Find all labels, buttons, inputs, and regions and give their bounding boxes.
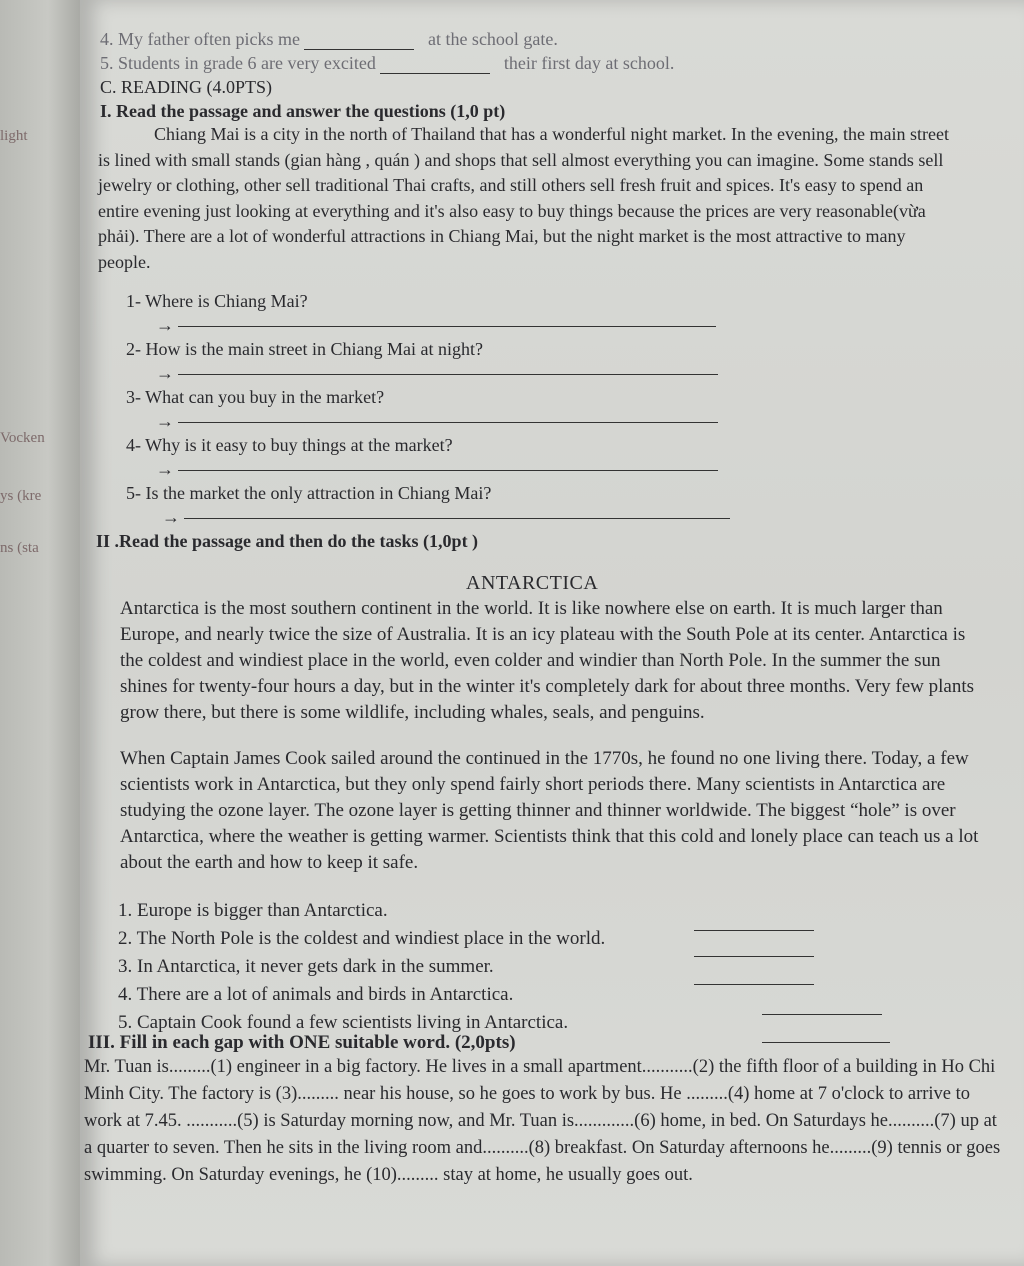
antarctica-paragraph-2: When Captain James Cook sailed around the continued in the 1770s, he found no one living there. Today, a few scientists work in Antarctica, but they only spend fairly short periods there. Many scientists in Antarctica are studying the ozone layer. The ozone layer is getting thinner and thinner worldwide. The biggest “hole” is over Antarctica, where the weather is getting warmer. Scientists think that this cold and lonely place can teach us a lot about the earth and how to keep it safe. bbox=[120, 748, 979, 873]
margin-fragment: light bbox=[0, 128, 28, 144]
part3-instruction: III. Fill in each gap with ONE suitable word. (2,0pts) bbox=[88, 1032, 516, 1053]
margin-fragment: Vocken bbox=[0, 430, 45, 446]
adjacent-page-edge bbox=[0, 0, 80, 1266]
statement-2: 2. The North Pole is the coldest and windiest place in the world. bbox=[118, 928, 606, 949]
reading-heading: C. READING (4.0PTS) bbox=[100, 77, 273, 97]
question-5: 5- Is the market the only attraction in Chiang Mai? bbox=[126, 483, 492, 503]
statement-4: 4. There are a lot of animals and birds in Antarctica. bbox=[118, 984, 514, 1005]
arrow-icon: → bbox=[156, 411, 174, 431]
statement-1: 1. Europe is bigger than Antarctica. bbox=[118, 900, 388, 921]
arrow-icon: → bbox=[162, 507, 180, 527]
part2-instruction: II .Read the passage and then do the tasks (1,0pt ) bbox=[96, 531, 479, 551]
arrow-icon: → bbox=[156, 315, 174, 335]
cloze-passage: Mr. Tuan is.........(1) engineer in a big factory. He lives in a small apartment...........(2) the fifth floor of a building in Ho Chi Minh City. The factory is (3)......... near his house, so he goes to work by bus. He .........(4) home at 7 o'clock to arrive to work at 7.45. ...........(5) is Saturday morning now, and Mr. Tuan is.............(6) home, in bed. On Saturdays he..........(7) up at a quarter to seven. Then he sits in the living room and..........(8) breakfast. On Saturday afternoons he.........(9) tennis or goes swimming. On Saturday evenings, he (10)......... stay at home, he usually goes out. bbox=[84, 1057, 1001, 1185]
sentence-5: 5. Students in grade 6 are very excited their first day at school. bbox=[100, 53, 675, 73]
tf-answer-line-2[interactable] bbox=[694, 956, 814, 957]
part1-instruction: I. Read the passage and answer the questions (1,0 pt) bbox=[100, 101, 506, 121]
answer-line-2[interactable] bbox=[178, 374, 718, 375]
answer-line-1[interactable] bbox=[178, 326, 716, 327]
answer-line-4[interactable] bbox=[178, 470, 718, 471]
antarctica-paragraph-1: Antarctica is the most southern continent in the world. It is like nowhere else on earth. It is much larger than Europe, and nearly twice the size of Australia. It is an icy plateau with the South Pole at its center. Antarctica is the coldest and windiest place in the world, even colder and windier than North Pole. In the summer the sun shines for twenty-four hours a day, but in the winter it's completely dark for about three months. Very few plants grow there, but there is some wildlife, including whales, seals, and penguins. bbox=[120, 598, 974, 723]
question-1: 1- Where is Chiang Mai? bbox=[126, 291, 308, 311]
sentence-4: 4. My father often picks me at the school gate. bbox=[100, 29, 558, 49]
question-2: 2- How is the main street in Chiang Mai at night? bbox=[126, 339, 483, 359]
statement-5: 5. Captain Cook found a few scientists living in Antarctica. bbox=[118, 1012, 569, 1033]
antarctica-title: ANTARCTICA bbox=[466, 572, 599, 594]
tf-answer-line-4[interactable] bbox=[762, 1014, 882, 1015]
arrow-icon: → bbox=[156, 363, 174, 383]
tf-answer-line-1[interactable] bbox=[694, 930, 814, 931]
question-4: 4- Why is it easy to buy things at the market? bbox=[126, 435, 453, 455]
margin-fragment: ns (sta bbox=[0, 540, 39, 556]
chiang-mai-passage: Chiang Mai is a city in the north of Thailand that has a wonderful night market. In the evening, the main street is lined with small stands (gian hàng , quán ) and shops that sell almost everything you can imagine. Some stands sell jewelry or clothing, other sell traditional Thai crafts, and still others sell fresh fruit and spices. It's easy to spend an entire evening just looking at everything and it's also easy to buy things because the prices are very reasonable(vừa phải). There are a lot of wonderful attractions in Chiang Mai, but the night market is the most attractive to many people. bbox=[98, 124, 949, 272]
arrow-icon: → bbox=[156, 459, 174, 479]
statement-3: 3. In Antarctica, it never gets dark in the summer. bbox=[118, 956, 494, 977]
tf-answer-line-5[interactable] bbox=[762, 1042, 890, 1043]
tf-answer-line-3[interactable] bbox=[694, 984, 814, 985]
answer-line-3[interactable] bbox=[178, 422, 718, 423]
worksheet-page bbox=[80, 0, 1024, 1266]
answer-line-5[interactable] bbox=[184, 518, 730, 519]
margin-fragment: ys (kre bbox=[0, 488, 42, 504]
answer-blank[interactable] bbox=[304, 49, 414, 50]
question-3: 3- What can you buy in the market? bbox=[126, 387, 385, 407]
answer-blank[interactable] bbox=[380, 73, 490, 74]
